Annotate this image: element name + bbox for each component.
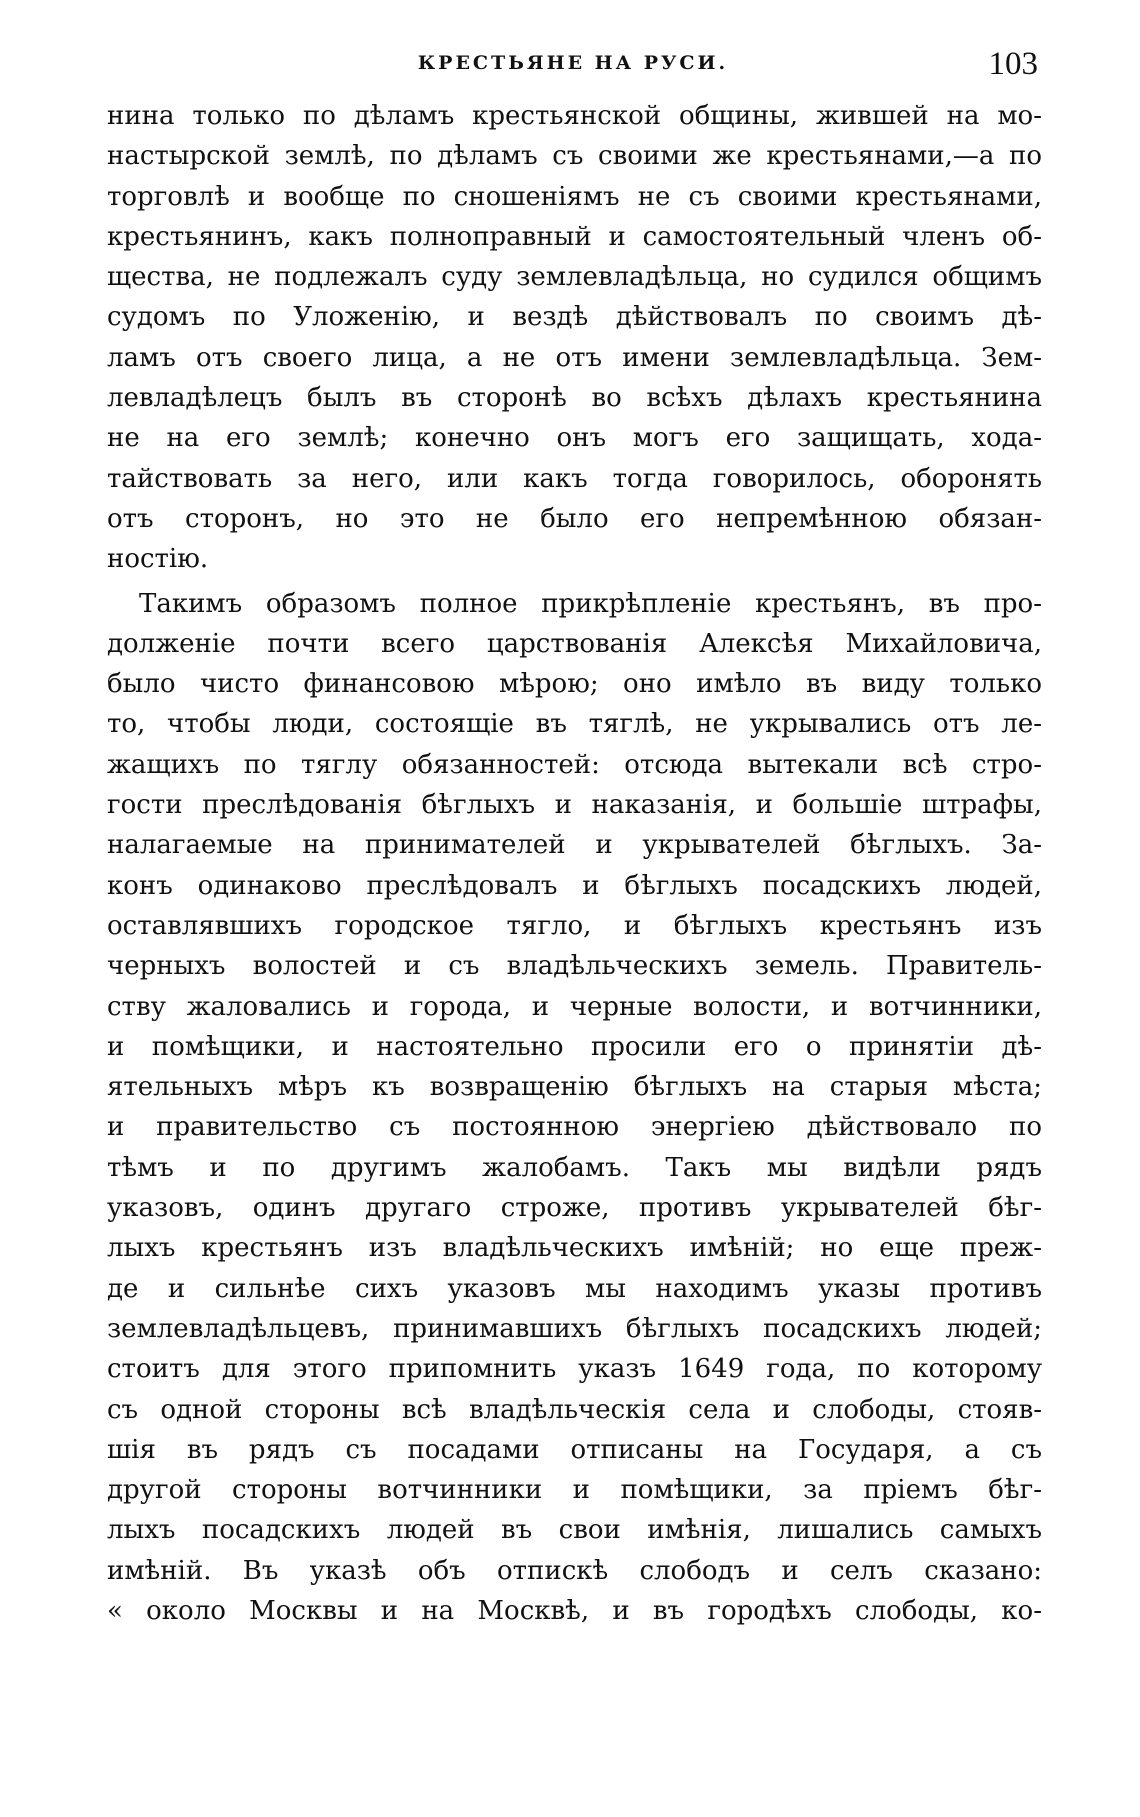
text-line: ламъ отъ своего лица, а не отъ имени землевладѣльца. Зем- — [107, 342, 1042, 373]
text-line: Такимъ образомъ полное прикрѣпленіе крестьянъ, въ про- — [139, 588, 1042, 619]
text-line: ству жаловались и города, и черные волости, и вотчинники, — [107, 991, 1042, 1022]
text-line: и помѣщики, и настоятельно просили его о принятіи дѣ- — [107, 1031, 1042, 1062]
text-line: крестьянинъ, какъ полноправный и самостоятельный членъ об- — [107, 221, 1042, 252]
body-text — [107, 96, 1042, 1631]
text-line: налагаемые на принимателей и укрывателей бѣглыхъ. За- — [107, 830, 1042, 861]
text-line: конъ одинаково преслѣдовалъ и бѣглыхъ посадскихъ людей, — [107, 870, 1042, 901]
text-line: отъ сторонъ, но это не было его непремѣнною обязан- — [107, 503, 1042, 534]
text-line: оставлявшихъ городское тягло, и бѣглыхъ крестьянъ изъ — [107, 910, 1042, 941]
text-line: съ одной стороны всѣ владѣльческія села и слободы, стояв- — [107, 1394, 1042, 1425]
text-line: судомъ по Уложенію, и вездѣ дѣйствовалъ по своимъ дѣ- — [107, 302, 1042, 333]
text-line: то, чтобы люди, состоящіе въ тяглѣ, не укрывались отъ ле- — [107, 709, 1042, 740]
text-line: черныхъ волостей и съ владѣльческихъ земель. Правитель- — [107, 951, 1042, 982]
text-line: шія въ рядъ съ посадами отписаны на Государя, а съ — [107, 1434, 1042, 1465]
text-line: указовъ, одинъ другаго строже, противъ укрывателей бѣг- — [107, 1193, 1042, 1224]
text-line: « около Москвы и на Москвѣ, и въ городѣхъ слободы, ко- — [107, 1595, 1042, 1626]
paragraph-1 — [107, 96, 1042, 580]
text-line: долженіе почти всего царствованія Алексѣя Михайловича, — [107, 628, 1042, 659]
text-line: и правительство съ постоянною энергіею дѣйствовало по — [107, 1112, 1042, 1143]
running-header — [108, 46, 1038, 92]
text-line: лыхъ крестьянъ изъ владѣльческихъ имѣній; но еще преж- — [107, 1233, 1042, 1264]
text-line: ностію. — [107, 544, 209, 575]
text-line: левладѣлецъ былъ въ сторонѣ во всѣхъ дѣлахъ крестьянина — [107, 383, 1042, 414]
text-line: другой стороны вотчинники и помѣщики, за пріемъ бѣг- — [107, 1475, 1042, 1506]
text-line: было чисто финансовою мѣрою; оно имѣло въ виду только — [107, 669, 1042, 700]
text-line: не на его землѣ; конечно онъ могъ его защищать, хода- — [107, 423, 1042, 454]
text-line: тѣмъ и по другимъ жалобамъ. Такъ мы видѣли рядъ — [107, 1152, 1042, 1183]
text-line: имѣній. Въ указѣ объ отпискѣ слободъ и селъ сказано: — [107, 1555, 1042, 1586]
text-line: землевладѣльцевъ, принимавшихъ бѣглыхъ посадскихъ людей; — [107, 1313, 1042, 1344]
text-line: торговлѣ и вообще по сношеніямъ не съ своими крестьянами, — [107, 181, 1042, 212]
text-line: настырской землѣ, по дѣламъ съ своими же крестьянами,—а по — [107, 141, 1042, 172]
text-line: де и сильнѣе сихъ указовъ мы находимъ указы противъ — [107, 1273, 1042, 1304]
text-line: стоитъ для этого припомнить указъ 1649 года, по которому — [107, 1354, 1042, 1385]
text-line: нина только по дѣламъ крестьянской общины, жившей на мо- — [107, 101, 1042, 131]
text-line: жащихъ по тяглу обязанностей: отсюда вытекали всѣ стро- — [107, 749, 1042, 780]
text-line: щества, не подлежалъ суду землевладѣльца, но судился общимъ — [107, 262, 1042, 293]
running-title: КРЕСТЬЯНЕ НА РУСИ. — [417, 52, 729, 74]
text-line: лыхъ посадскихъ людей въ свои имѣнія, лишались самыхъ — [107, 1515, 1042, 1546]
page-number: 103 — [988, 46, 1038, 82]
paragraph-2 — [107, 584, 1042, 1632]
text-line: ятельныхъ мѣръ къ возвращенію бѣглыхъ на старыя мѣста; — [107, 1072, 1042, 1103]
text-line: гости преслѣдованія бѣглыхъ и наказанія, и большіе штрафы, — [107, 790, 1042, 821]
text-line: тайствовать за него, или какъ тогда говорилось, оборонять — [107, 463, 1042, 494]
